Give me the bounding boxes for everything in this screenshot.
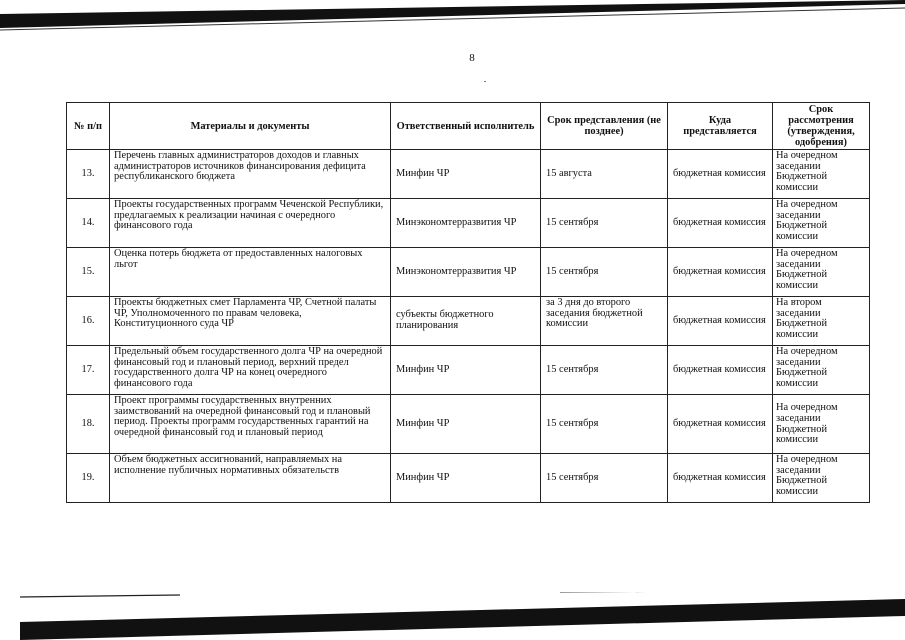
row-materials: Оценка потерь бюджета от предоставленных налоговых льгот bbox=[110, 248, 391, 297]
row-number: 17. bbox=[67, 346, 110, 395]
row-number: 14. bbox=[67, 199, 110, 248]
header-executor: Ответственный исполнитель bbox=[391, 103, 541, 150]
row-submitted-to: бюджетная комиссия bbox=[668, 150, 773, 199]
row-review: На втором заседании Бюджетной комиссии bbox=[773, 297, 870, 346]
row-submitted-to: бюджетная комиссия bbox=[668, 346, 773, 395]
row-number: 18. bbox=[67, 395, 110, 454]
row-deadline: 15 сентября bbox=[541, 346, 668, 395]
row-number: 13. bbox=[67, 150, 110, 199]
row-submitted-to: бюджетная комиссия bbox=[668, 297, 773, 346]
table-row bbox=[67, 454, 870, 503]
row-review: На очередном заседании Бюджетной комиссии bbox=[773, 454, 870, 503]
table-row bbox=[67, 297, 870, 346]
row-deadline: 15 сентября bbox=[541, 454, 668, 503]
row-materials: Перечень главных администраторов доходов и главных администраторов источников финансирования дефицита республиканского бюджета bbox=[110, 150, 391, 199]
header-num: № п/п bbox=[67, 103, 110, 150]
row-number: 16. bbox=[67, 297, 110, 346]
header-deadline: Срок представления (не позднее) bbox=[541, 103, 668, 150]
row-deadline: 15 сентября bbox=[541, 248, 668, 297]
row-number: 19. bbox=[67, 454, 110, 503]
schedule-table bbox=[66, 102, 870, 503]
row-materials: Проекты бюджетных смет Парламента ЧР, Счетной палаты ЧР, Уполномоченного по правам человека, Конституционного суда ЧР bbox=[110, 297, 391, 346]
row-materials: Объем бюджетных ассигнований, направляемых на исполнение публичных нормативных обязательств bbox=[110, 454, 391, 503]
row-review: На очередном заседании Бюджетной комиссии bbox=[773, 199, 870, 248]
table-header-row bbox=[67, 103, 870, 150]
row-executor: Минфин ЧР bbox=[391, 150, 541, 199]
row-review: На очередном заседании Бюджетной комиссии bbox=[773, 248, 870, 297]
scan-top-edge-band bbox=[0, 0, 905, 34]
row-materials: Проекты государственных программ Чеченской Республики, предлагаемых к реализации начиная с очередного финансового года bbox=[110, 199, 391, 248]
row-deadline: 15 сентября bbox=[541, 395, 668, 454]
row-executor: Минфин ЧР bbox=[391, 346, 541, 395]
table-row bbox=[67, 248, 870, 297]
row-submitted-to: бюджетная комиссия bbox=[668, 199, 773, 248]
header-review: Срок рассмотрения (утверждения, одобрения) bbox=[773, 103, 870, 150]
row-deadline: за 3 дня до второго заседания бюджетной комиссии bbox=[541, 297, 668, 346]
table-row bbox=[67, 199, 870, 248]
row-submitted-to: бюджетная комиссия bbox=[668, 454, 773, 503]
scan-speck bbox=[484, 81, 486, 82]
row-executor: субъекты бюджетного планирования bbox=[391, 297, 541, 346]
row-review: На очередном заседании Бюджетной комиссии bbox=[773, 346, 870, 395]
table-row bbox=[67, 150, 870, 199]
row-executor: Минфин ЧР bbox=[391, 395, 541, 454]
header-materials: Материалы и документы bbox=[110, 103, 391, 150]
row-number: 15. bbox=[67, 248, 110, 297]
row-review: На очередном заседании Бюджетной комиссии bbox=[773, 150, 870, 199]
row-executor: Минэкономтерразвития ЧР bbox=[391, 199, 541, 248]
scan-bottom-edge-band bbox=[0, 592, 905, 640]
row-submitted-to: бюджетная комиссия bbox=[668, 395, 773, 454]
row-review: На очередном заседании Бюджетной комиссии bbox=[773, 395, 870, 454]
row-submitted-to: бюджетная комиссия bbox=[668, 248, 773, 297]
table-row bbox=[67, 346, 870, 395]
table-row bbox=[67, 395, 870, 454]
row-deadline: 15 августа bbox=[541, 150, 668, 199]
row-executor: Минэкономтерразвития ЧР bbox=[391, 248, 541, 297]
row-materials: Проект программы государственных внутренних заимствований на очередной финансовый год и плановый период. Проекты программ государственных гарантий на очередной финансовый год и плановый период bbox=[110, 395, 391, 454]
row-materials: Предельный объем государственного долга ЧР на очередной финансовый год и плановый период, верхний предел государственного долга ЧР на конец очередного финансового года bbox=[110, 346, 391, 395]
row-deadline: 15 сентября bbox=[541, 199, 668, 248]
header-submitted-to: Куда представляется bbox=[668, 103, 773, 150]
page-number: 8 bbox=[469, 52, 475, 64]
row-executor: Минфин ЧР bbox=[391, 454, 541, 503]
